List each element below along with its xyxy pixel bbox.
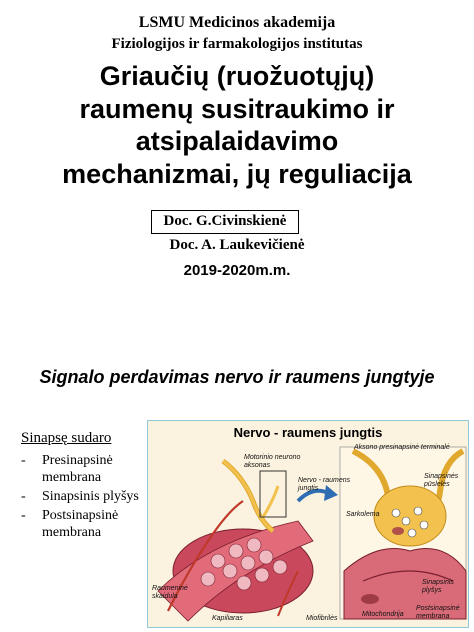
list-dash: -: [21, 453, 26, 468]
label-synaptic-cleft: Sinapsinis plyšys: [422, 579, 454, 594]
label-nmj: Nervo - raumens jungtis: [298, 477, 351, 492]
muscle-fibre-bundle: [158, 521, 313, 621]
synapse-heading: Sinapsę sudaro: [21, 430, 112, 446]
list-item: [21, 488, 139, 505]
label-motor-axon: Motorinio neurono aksonas: [244, 454, 301, 469]
title-line: atsipalaidavimo: [135, 126, 339, 156]
label-sarcolemma: Sarkolema: [346, 511, 380, 518]
list-item-text: membrana: [42, 470, 102, 485]
presentation-title: [0, 60, 474, 190]
figure-title: Nervo - raumens jungtis: [233, 425, 383, 440]
section-title: Signalo perdavimas nervo ir raumens jungtyje: [39, 367, 435, 387]
nmj-highlight-box: [260, 471, 286, 517]
label-myofibrils: Miofibrilės: [306, 615, 338, 622]
title-line: Griaučių (ruožuotųjų): [99, 61, 375, 91]
institution-line-1: LSMU Medicinos akademija: [138, 14, 336, 31]
list-item-text: Postsinapsinė: [42, 508, 119, 523]
label-postsynaptic-membrane: Postsinapsinė membrana: [416, 605, 460, 620]
label-mitochondria: Mitochondrija: [362, 611, 404, 618]
list-item-text: Presinapsinė: [42, 453, 113, 468]
synapse-parts-list: [21, 452, 139, 543]
list-dash: -: [21, 508, 26, 523]
list-item: [21, 452, 139, 486]
list-item: [21, 507, 139, 541]
academic-year: 2019-2020m.m.: [183, 262, 291, 279]
list-item-text: Sinapsinis plyšys: [42, 489, 139, 504]
label-muscle-fibre: Raumeninė skaidula: [152, 585, 188, 600]
title-line: mechanizmai, jų reguliacija: [62, 158, 412, 189]
title-line: raumenų susitraukimo ir: [79, 93, 395, 124]
institution-line-2: Fiziologijos ir farmakologijos institutas: [111, 36, 363, 52]
label-capillaries: Kapiliaras: [212, 615, 243, 622]
list-item-text: membrana: [42, 525, 102, 540]
label-presynaptic-terminal: Aksono presinapsinė terminalė: [354, 444, 450, 451]
nmj-figure: [147, 420, 469, 628]
author-primary: Doc. G.Civinskienė: [151, 210, 299, 234]
author-secondary: Doc. A. Laukevičienė: [169, 237, 305, 253]
label-synaptic-vesicles: Sinapsinės pūslelės: [424, 473, 459, 488]
list-dash: -: [21, 489, 26, 504]
